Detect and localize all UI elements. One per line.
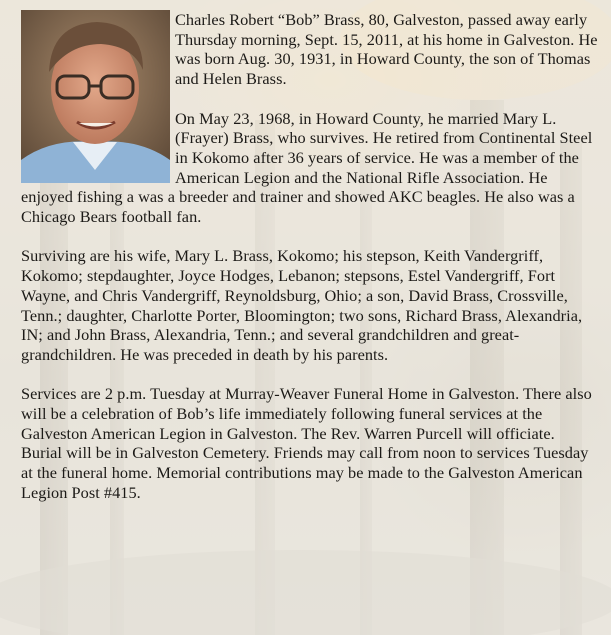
portrait-photo <box>21 10 170 183</box>
obituary-paragraph-intro: Charles Robert “Bob” Brass, 80, Galveston, passed away early Thursday morning, Sept. 15, 2011, at his home in Galveston. He was born Aug. 30, 1931, in Howard County, the son of Thomas and Helen Brass. <box>175 10 598 89</box>
obituary-paragraph-survivors: Surviving are his wife, Mary L. Brass, Kokomo; his stepson, Keith Vandergriff, Kokomo; stepdaughter, Joyce Hodges, Lebanon; stepsons, Estel Vandergriff, Fort Wayne, and Chris Vandergriff, Reynoldsburg, Ohio; a son, David Brass, Crossville, Tenn.; daughter, Charlotte Porter, Bloomington; two sons, Richard Brass, Alexandria, IN; and John Brass, Alexandria, Tenn.; and several grandchildren and great-grandchildren. He was preceded in death by his parents. <box>21 246 583 364</box>
obituary-paragraph-marriage: On May 23, 1968, in Howard County, he married Mary L. (Frayer) Brass, who survives. He retired from Continental Steel in Kokomo after 36 years of service. He was a member of the American Legion and the National Rifle Association. He enjoyed fishing a was a breeder and trainer and showed AKC beagles. He also was a Chicago Bears football fan. <box>21 108 593 227</box>
obituary-paragraph-services: Services are 2 p.m. Tuesday at Murray-Weaver Funeral Home in Galveston. There also will be a celebration of Bob’s life immediately following funeral services at the Galveston American Legion in Galveston. The Rev. Warren Purcell will officiate. Burial will be in Galveston Cemetery. Friends may call from noon to services Tuesday at the funeral home. Memorial contributions may be made to the Galveston American Legion Post #415. <box>21 384 592 502</box>
